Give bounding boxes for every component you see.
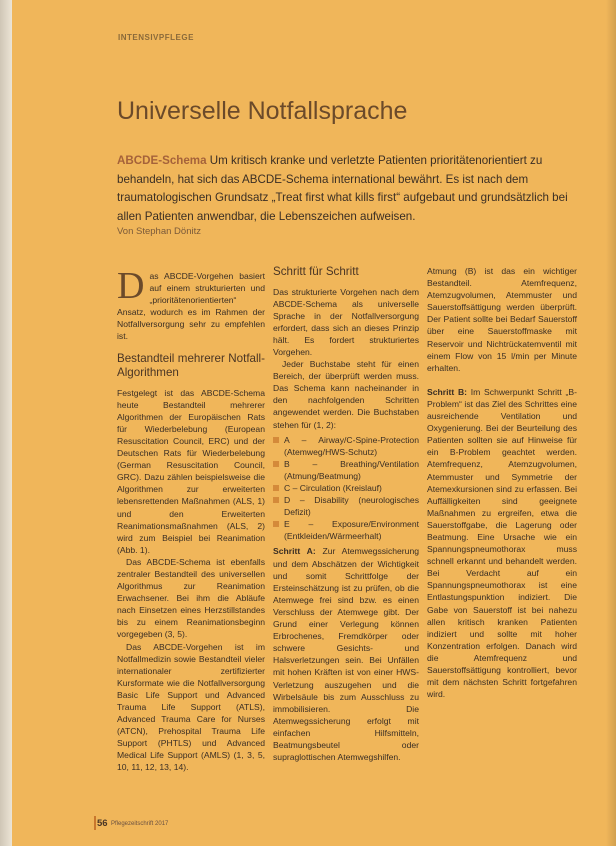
intro-text: as ABCDE-Vorgehen basiert auf einem strukturierten und „prioritätenorientierten“ Ansatz, wodurch es im Rahmen der Notfallversorgung sehr zu empfehlen ist.: [117, 271, 265, 342]
step-b-text: Im Schwerpunkt Schritt „B-Problem“ ist das Ziel des Schrittes eine ausreichende Ventilation und Oxygenierung. Bei der Beurteilung des Patienten sollten sie auf Hinweise für ein B-Problem geachtet werden. Atemfrequenz, Atemzugvolumen, Atemmuster und Symmetrie der Atemexkursionen sind zu erfassen. Bei Auffälligkeiten sind geeignete Maßnahmen zu ergreifen, etwa die Sauerstoffgabe, die Lagerung oder Beatmung. Eine Ursache wie ein Spannungspneumothorax muss schnell erkannt und behandelt werden. Bei Verdacht auf ein Spannungspneumothorax ist eine Entlastungspunktion indiziert. Die Gabe von Sauerstoff ist bei nahezu allen kritisch kranken Patienten indiziert und sollte mit hoher Konzentration erfolgen. Danach wird die Atemfrequenz und Sauerstoffsättigung kontrolliert, bevor mit dem nächsten Schritt fortgefahren wird.: [427, 386, 578, 700]
page-right-edge: [606, 0, 616, 846]
paragraph: Jeder Buchstabe steht für einen Bereich, der überprüft werden muss. Das Schema kann nacheinander in den nachfolgenden Schritten angewendet werden. Die Buchstaben stehen für (1, 2):: [273, 359, 419, 430]
paragraph: Das strukturierte Vorgehen nach dem ABCDE-Schema als universelle Sprache in der Notfallversorgung erfordert, dass sich an dieses Prinzip hält. Es fordert strukturiertes Vorgehen.: [273, 286, 419, 357]
article-author: Von Stephan Dönitz: [117, 226, 201, 237]
paragraph: [273, 545, 419, 763]
paragraph: Das ABCDE-Vorgehen ist im Notfallmedizin sowie Bestandteil vieler internationaler zertifizierter Kursformate wie die Notfallversorgung Basic Life Support und Advanced Trauma Life Support (ATLS), Advanced Trauma Care for Nurses (ATCN), Prehospital Trauma Life Support (PHTLS) und Advanced Medical Life Support (AMLS) (1, 3, 5, 10, 11, 12, 13, 14).: [117, 641, 265, 773]
abcde-list-item-d: D – Disability (neurologisches Defizit): [273, 494, 419, 518]
abcde-list: [273, 434, 419, 543]
abcde-list-item-a: A – Airway/C-Spine-Protection (Atemweg/HWS-Schutz): [273, 434, 419, 458]
abcde-list-item-b: B – Breathing/Ventilation (Atmung/Beatmung): [273, 458, 419, 482]
abcde-list-item-e: E – Exposure/Environment (Entkleiden/Wärmeerhalt): [273, 518, 419, 542]
paragraph: [427, 386, 577, 700]
column-1: [117, 265, 265, 774]
abcde-list-item-c: C – Circulation (Kreislauf): [273, 482, 419, 494]
footer-accent-bar: [94, 816, 96, 830]
step-label-a: Schritt A:: [273, 546, 316, 557]
subheading-schritt-fuer-schritt: Schritt für Schritt: [273, 265, 359, 278]
column-2: [273, 265, 419, 763]
journal-name: Pflegezeitschrift 2017: [111, 821, 169, 827]
column-3: [427, 265, 577, 700]
intro-paragraph: [117, 265, 265, 343]
section-label: INTENSIVPFLEGE: [118, 33, 194, 42]
lead-text: Um kritisch kranke und verletzte Patienten prioritätenorientiert zu behandeln, hat sich das ABCDE-Schema international bewährt. Es ist nach dem traumatologischen Grundsatz „Treat first what kills first“ aufgebaut und grundsätzlich bei allen Patienten anwendbar, die Lebenszeichen aufweisen.: [117, 154, 568, 223]
page-left-edge: [0, 0, 12, 846]
paragraph: Das ABCDE-Schema ist ebenfalls zentraler Bestandteil des universellen Algorithmus zur Reanimation Erwachsener. Bei ihm die Abläufe nach Einsetzen eines Herzstillstandes bis zu einem Reanimationsbeginn vorgegeben (3, 5).: [117, 556, 265, 640]
subheading-notfall-algorithmen: Bestandteil mehrerer Notfall-Algorithmen: [117, 351, 265, 380]
drop-cap: D: [117, 265, 145, 307]
step-label-b: Schritt B:: [427, 386, 468, 397]
article-title: Universelle Notfallsprache: [117, 97, 408, 125]
paragraph: Festgelegt ist das ABCDE-Schema heute Bestandteil mehrerer Algorithmen der Europäischen Rats für Wiederbelebung (European Resuscitation Council, ERC) und der Deutschen Rats für Wiederbelebung (German Resuscitation Council, GRC). Dazu zählen beispielsweise die Algorithmen zur erweiterten lebensrettenden Maßnahmen (ALS, 1) und den Erweiterten Reanimationsmaßnahmen (ALS, 2) wird zum Beispiel bei Reanimation (Abb. 1).: [117, 387, 265, 555]
step-a-text: Zur Atemwegssicherung und dem Abschätzen der Wichtigkeit und somit Schrittfolge der Ersteinschätzung ist zu prüfen, ob die Atemwege frei sind bzw. es einen Verschluss der Atemwege gibt. Der Grund einer Verlegung können Erbrochenes, Fremdkörper oder schwere Gesichts- und Halsverletzungen sein. Bei Unfällen mit hohen Kräften ist von einer HWS-Verletzung auszugehen und die Wirbelsäule bis zum Ausschluss zu immobilisieren. Die Atemwegssicherung erfolgt mit einfachen Hilfsmitteln, Beatmungsbeutel oder supraglottischen Atemwegshilfen.: [273, 546, 419, 763]
article-lead: [117, 152, 573, 226]
lead-keyword: ABCDE-Schema: [117, 154, 207, 167]
paragraph: Atmung (B) ist das ein wichtiger Bestandteil. Atemfrequenz, Atemzugvolumen, Atemmuster und Sauerstoffsättigung werden überprüft. Der Patient sollte bei Bedarf Sauerstoff über eine Sauerstoffmaske mit Reservoir und Nichtrückatemventil mit einem Flow von 15 l/min per Minute erhalten.: [427, 266, 577, 373]
page-number: 56: [97, 818, 108, 829]
